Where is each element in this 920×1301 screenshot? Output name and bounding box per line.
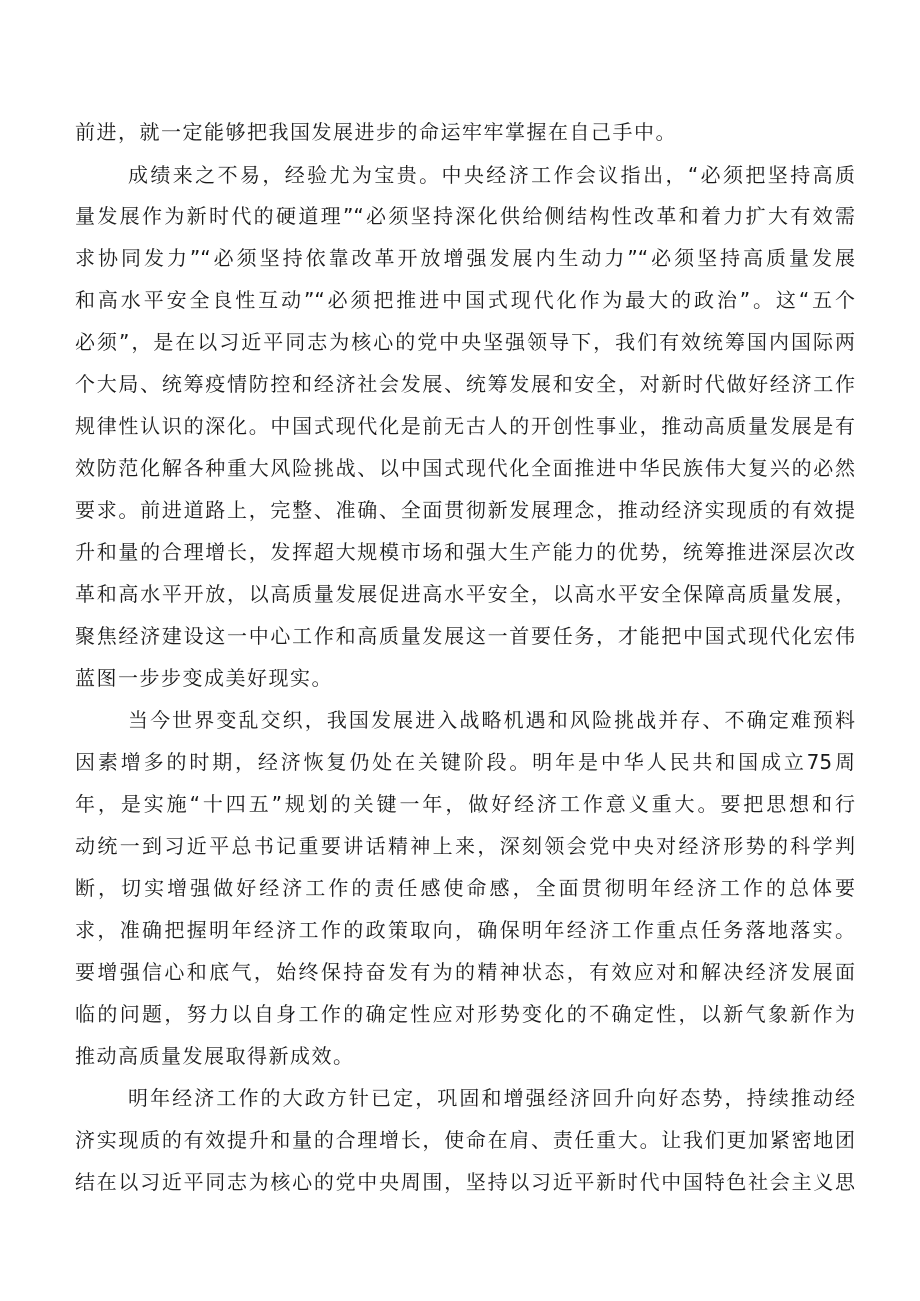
text-line: 和高水平安全良性互动”“必须把推进中国式现代化作为最大的政治”。这“五个 <box>75 288 855 312</box>
text-line: 求协同发力”“必须坚持依靠改革开放增强发展内生动力”“必须坚持高质量发展 <box>75 246 855 270</box>
text-line: 效防范化解各种重大风险挑战、以中国式现代化全面推进中华民族伟大复兴的必然 <box>75 456 855 480</box>
text-line: 革和高水平开放，以高质量发展促进高水平安全，以高水平安全保障高质量发展， <box>75 582 855 606</box>
text-line: 当今世界变乱交织，我国发展进入战略机遇和风险挑战并存、不确定难预料 <box>128 708 855 732</box>
text-line: 规律性认识的深化。中国式现代化是前无古人的开创性事业，推动高质量发展是有 <box>75 414 855 438</box>
text-line: 聚焦经济建设这一中心工作和高质量发展这一首要任务，才能把中国式现代化宏伟 <box>75 624 855 648</box>
text-line: 必须”，是在以习近平同志为核心的党中央坚强领导下，我们有效统筹国内国际两 <box>75 330 855 354</box>
text-line: 动统一到习近平总书记重要讲话精神上来，深刻领会党中央对经济形势的科学判 <box>75 834 855 858</box>
text-line: 济实现质的有效提升和量的合理增长，使命在肩、责任重大。让我们更加紧密地团 <box>75 1128 855 1152</box>
text-line: 断，切实增强做好经济工作的责任感使命感，全面贯彻明年经济工作的总体要 <box>75 876 855 900</box>
text-line: 求，准确把握明年经济工作的政策取向，确保明年经济工作重点任务落地落实。 <box>75 918 855 942</box>
text-line: 要求。前进道路上，完整、准确、全面贯彻新发展理念，推动经济实现质的有效提 <box>75 498 855 522</box>
text-line: 升和量的合理增长，发挥超大规模市场和强大生产能力的优势，统筹推进深层次改 <box>75 540 855 564</box>
text-line: 因素增多的时期，经济恢复仍处在关键阶段。明年是中华人民共和国成立75周 <box>75 750 855 774</box>
text-line: 蓝图一步步变成美好现实。 <box>75 666 333 690</box>
text-line: 年，是实施“十四五”规划的关键一年，做好经济工作意义重大。要把思想和行 <box>75 792 855 816</box>
text-line: 推动高质量发展取得新成效。 <box>75 1044 355 1068</box>
text-line: 个大局、统筹疫情防控和经济社会发展、统筹发展和安全，对新时代做好经济工作 <box>75 372 855 396</box>
text-line: 明年经济工作的大政方针已定，巩固和增强经济回升向好态势，持续推动经 <box>128 1086 855 1110</box>
text-line: 要增强信心和底气，始终保持奋发有为的精神状态，有效应对和解决经济发展面 <box>75 960 855 984</box>
text-line: 临的问题，努力以自身工作的确定性应对形势变化的不确定性，以新气象新作为 <box>75 1002 855 1026</box>
text-line: 成绩来之不易，经验尤为宝贵。中央经济工作会议指出，“必须把坚持高质 <box>128 163 855 187</box>
text-line: 前进，就一定能够把我国发展进步的命运牢牢掌握在自己手中。 <box>75 120 677 144</box>
text-line: 量发展作为新时代的硬道理”“必须坚持深化供给侧结构性改革和着力扩大有效需 <box>75 204 855 228</box>
text-line: 结在以习近平同志为核心的党中央周围，坚持以习近平新时代中国特色社会主义思 <box>75 1170 855 1194</box>
